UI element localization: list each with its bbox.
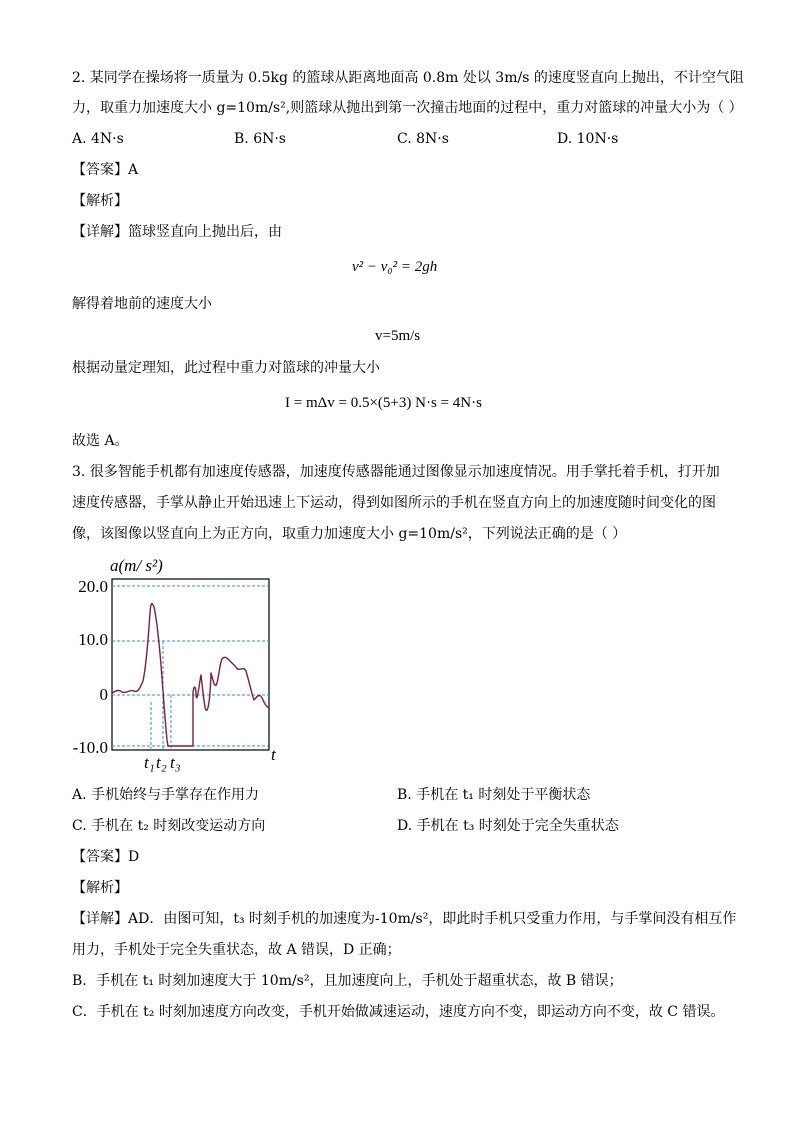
t3-label: t₃ <box>170 753 181 772</box>
q2-option-a: A. 4N·s <box>72 131 124 147</box>
q3-option-a: A. 手机始终与手掌存在作用力 <box>72 787 260 803</box>
q2-detail: 【详解】篮球竖直向上抛出后，由 <box>72 224 282 240</box>
q3-option-d: D. 手机在 t₃ 时刻处于完全失重状态 <box>397 818 619 834</box>
y-tick-neg10: -10.0 <box>72 738 108 757</box>
q3-stem-line1: 3. 很多智能手机都有加速度传感器，加速度传感器能通过图像显示加速度情况。用手掌托着手机，打开加 <box>72 464 720 480</box>
q3-analysis-heading: 【解析】 <box>72 880 128 896</box>
acceleration-time-figure <box>60 555 290 780</box>
plot-frame <box>112 579 269 750</box>
q3-option-c: C. 手机在 t₂ 时刻改变运动方向 <box>72 818 266 834</box>
q3-detail-4: C．手机在 t₂ 时刻加速度方向改变，手机开始做减速运动，速度方向不变，即运动方向不变，故 C 错误。 <box>72 1004 725 1020</box>
q3-option-b: B. 手机在 t₁ 时刻处于平衡状态 <box>397 787 591 803</box>
q2-option-c: C. 8N·s <box>397 131 449 147</box>
q2-option-b: B. 6N·s <box>234 131 286 147</box>
y-tick-20: 20.0 <box>78 577 108 596</box>
t2-label: t₂ <box>156 753 167 772</box>
q2-analysis-heading: 【解析】 <box>72 193 128 209</box>
q3-detail-1: 【详解】AD．由图可知，t₃ 时刻手机的加速度为-10m/s²，即此时手机只受重力作用，与手掌间没有相互作 <box>72 911 737 927</box>
q2-equation-1: v² − v₀² = 2gh <box>352 259 438 275</box>
q2-text-2: 解得着地前的速度大小 <box>72 296 212 312</box>
q3-detail-2: 用力，手机处于完全失重状态，故 A 错误，D 正确； <box>72 942 401 958</box>
q2-option-d: D. 10N·s <box>557 131 619 147</box>
acceleration-curve <box>112 604 269 746</box>
y-tick-0: 0 <box>99 685 108 704</box>
x-axis-label: t <box>271 745 276 764</box>
q3-detail-3: B．手机在 t₁ 时刻加速度大于 10m/s²，且加速度向上，手机处于超重状态，故 B 错误； <box>72 973 623 989</box>
q2-answer: 【答案】A <box>72 162 139 178</box>
q2-stem-line1: 2. 某同学在操场将一质量为 0.5kg 的篮球从距离地面高 0.8m 处以 3m/s 的速度竖直向上抛出，不计空气阻 <box>72 70 744 86</box>
q3-answer: 【答案】D <box>72 849 140 865</box>
q2-stem-line2: 力，取重力加速度大小 g=10m/s²,则篮球从抛出到第一次撞击地面的过程中，重力对篮球的冲量大小为（ ） <box>72 100 743 116</box>
y-axis-label: a(m/ s²) <box>110 556 163 575</box>
q2-text-3: 根据动量定理知，此过程中重力对篮球的冲量大小 <box>72 360 380 376</box>
q2-equation-2: v=5m/s <box>375 328 421 344</box>
q2-equation-3: I = mΔv = 0.5×(5+3) N·s = 4N·s <box>285 395 482 411</box>
y-tick-10: 10.0 <box>78 630 108 649</box>
q3-stem-line3: 像，该图像以竖直向上为正方向，取重力加速度大小 g=10m/s²，下列说法正确的是（ ） <box>72 526 627 542</box>
q3-stem-line2: 速度传感器，手掌从静止开始迅速上下运动，得到如图所示的手机在竖直方向上的加速度随时间变化的图 <box>72 495 716 511</box>
guide-lines <box>112 586 269 750</box>
t1-label: t₁ <box>144 753 155 772</box>
q2-conclusion: 故选 A。 <box>72 433 129 449</box>
